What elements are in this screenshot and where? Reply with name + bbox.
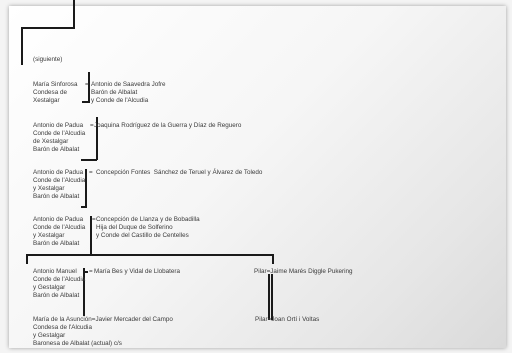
connector-gen5-right: [268, 274, 270, 320]
person-line: Conde de l'Alcudia: [33, 177, 86, 184]
person-line: Xestalgar: [33, 97, 60, 104]
spouse-line: María Bes y Vidal de Llobatera: [94, 268, 180, 275]
trunk-line-top: [73, 0, 75, 28]
person-line: Condesa de l'Alcudia: [33, 324, 92, 331]
marriage-sign: =: [90, 122, 94, 129]
person-line: María Sinforosa: [33, 81, 78, 88]
marriage-sign: =: [89, 268, 93, 275]
person-line: María de la Asunción=Javier Mercader del Campo: [33, 316, 173, 323]
person-line: Barón de Albalat: [33, 193, 80, 200]
marriage-sign: =: [85, 81, 89, 88]
person-line: Antonio Manuel: [33, 268, 77, 275]
person-line: Conde de l'Alcudia: [33, 276, 86, 283]
marriage-sign: =: [92, 216, 96, 223]
connector-gen3-h: [81, 206, 87, 208]
spouse-line: Concepción Fontes Sánchez de Teruel y Álvarez de Toledo: [96, 169, 263, 176]
spouse-line: y Conde de l'Alcudia: [91, 97, 149, 104]
sibling-line: Pilar=Joan Ortí i Voltas: [255, 316, 320, 323]
connector-gen3: [85, 169, 87, 207]
continuation-label: (siguiente): [33, 56, 63, 63]
person-line: de Xestalgar: [33, 138, 69, 145]
spouse-line: Concepción de Llanza y de Bobadilla: [96, 216, 200, 223]
branch-right-down: [272, 254, 274, 264]
spouse-line: Joaquina Rodríguez de la Guerra y Díaz de Reguero: [94, 122, 242, 129]
genealogy-page: [9, 6, 506, 348]
person-line: y Gestalgar: [33, 332, 66, 339]
trunk-line-down: [21, 27, 23, 65]
spouse-line: Antonio de Saavedra Jofre: [91, 81, 166, 88]
person-line: Conde de l'Alcudia: [33, 130, 86, 137]
branch-left-down: [26, 254, 28, 264]
person-line: Baronesa de Albalat (actual) c/s: [33, 340, 122, 347]
person-line: Antonio de Padua: [33, 216, 84, 223]
connector-gen2-h: [81, 159, 97, 161]
sibling-line: Pilar=Jaime Marés Diggle Pukering: [254, 268, 353, 275]
person-line: Barón de Albalat: [33, 146, 80, 153]
spouse-line: Barón de Albalat: [91, 89, 138, 96]
connector-gen1-h: [82, 101, 90, 103]
person-line: y Xestalgar: [33, 185, 65, 192]
person-line: Condesa de: [33, 89, 67, 96]
spouse-line: Hija del Duque de Solferino: [96, 224, 173, 231]
person-line: Conde de l'Alcudia: [33, 224, 86, 231]
person-line: y Gestalgar: [33, 284, 66, 291]
person-line: Antonio de Padua: [33, 169, 84, 176]
trunk-line-branch: [21, 27, 75, 29]
person-line: Barón de Albalat: [33, 292, 80, 299]
marriage-sign: =: [89, 169, 93, 176]
person-line: y Xestalgar: [33, 232, 65, 239]
connector-gen4-h: [26, 254, 273, 256]
person-line: Barón de Albalat: [33, 240, 80, 247]
person-line: Antonio de Padua: [33, 122, 84, 129]
connector-gen5-right2: [271, 274, 273, 320]
connector-gen5-left-h: [83, 271, 88, 273]
spouse-line: y Conde del Castillo de Centelles: [96, 232, 189, 239]
